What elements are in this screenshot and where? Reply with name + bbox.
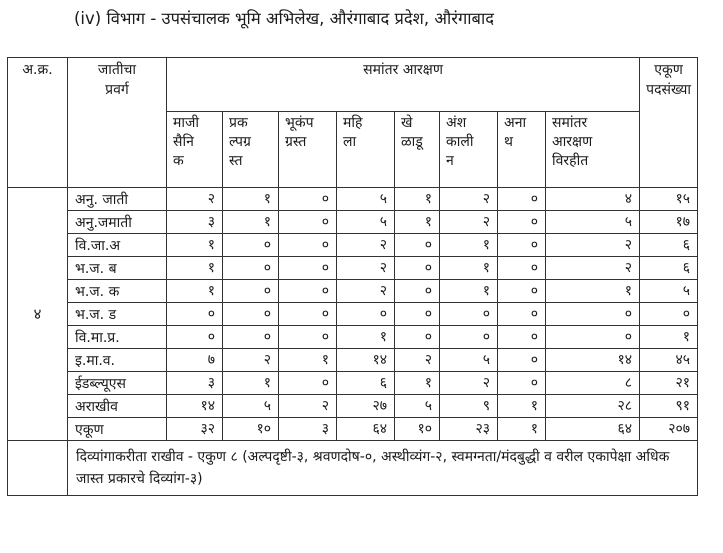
value-cell: ९ <box>440 395 498 418</box>
value-cell: २ <box>337 234 395 257</box>
category-cell: भ.ज. ड <box>68 303 167 326</box>
value-cell: २ <box>167 188 223 211</box>
value-cell: २७ <box>337 395 395 418</box>
header-sr-label: अ.क्र. <box>22 62 53 78</box>
value-cell: २ <box>223 349 279 372</box>
category-cell: इ.मा.व. <box>68 349 167 372</box>
value-cell: १ <box>440 257 498 280</box>
value-cell: ३ <box>279 418 337 441</box>
subheader-line: न <box>446 153 454 169</box>
table-row <box>8 257 698 280</box>
value-cell: ५ <box>640 280 698 303</box>
value-cell: २ <box>440 372 498 395</box>
table-row <box>8 211 698 234</box>
value-cell: १ <box>440 280 498 303</box>
table-row <box>8 188 698 211</box>
value-cell: ० <box>498 211 546 234</box>
value-cell: ० <box>279 211 337 234</box>
value-cell: ० <box>223 257 279 280</box>
value-cell: ६ <box>640 234 698 257</box>
header-category-line1: जातीचा <box>97 62 137 78</box>
table-row <box>8 418 698 441</box>
value-cell: ० <box>279 257 337 280</box>
subheader-line: ग्रस्त <box>285 134 307 150</box>
value-cell: २ <box>440 188 498 211</box>
value-cell: ० <box>279 372 337 395</box>
value-cell: ० <box>498 326 546 349</box>
value-cell: ० <box>395 280 440 303</box>
serial-number: ४ <box>8 188 68 441</box>
subheader-line: माजी <box>173 115 200 131</box>
subheader-line: महि <box>343 115 363 131</box>
value-cell: ५ <box>337 211 395 234</box>
subheader-cell <box>440 112 498 188</box>
table-row <box>8 234 698 257</box>
value-cell: ६४ <box>546 418 640 441</box>
value-cell: ० <box>395 234 440 257</box>
value-cell: ४५ <box>640 349 698 372</box>
value-cell: १ <box>223 372 279 395</box>
subheader-line: प्रक <box>229 115 248 131</box>
value-cell: १५ <box>640 188 698 211</box>
value-cell: ० <box>395 303 440 326</box>
subheader-line <box>285 152 330 171</box>
value-cell: २ <box>546 234 640 257</box>
value-cell: ३२ <box>167 418 223 441</box>
value-cell: २ <box>279 395 337 418</box>
value-cell: २ <box>395 349 440 372</box>
value-cell: ० <box>337 303 395 326</box>
value-cell: २०७ <box>640 418 698 441</box>
value-cell: ० <box>546 326 640 349</box>
header-total-line2: पदसंख्या <box>646 82 691 98</box>
value-cell: १ <box>279 349 337 372</box>
header-total <box>640 58 698 188</box>
value-cell: ५ <box>395 395 440 418</box>
value-cell: ८ <box>546 372 640 395</box>
subheader-cell <box>395 112 440 188</box>
value-cell: ६ <box>640 257 698 280</box>
value-cell: १ <box>498 395 546 418</box>
value-cell: ५ <box>223 395 279 418</box>
header-category-line2: प्रवर्ग <box>105 82 129 98</box>
value-cell: ० <box>498 349 546 372</box>
value-cell: १ <box>167 234 223 257</box>
value-cell: ९१ <box>640 395 698 418</box>
subheader-line: विरहीत <box>552 153 589 169</box>
value-cell: ० <box>498 303 546 326</box>
category-cell: वि.जा.अ <box>68 234 167 257</box>
value-cell: ० <box>546 303 640 326</box>
value-cell: २ <box>337 257 395 280</box>
value-cell: २३ <box>440 418 498 441</box>
value-cell: १ <box>395 211 440 234</box>
value-cell: ० <box>440 326 498 349</box>
value-cell: १ <box>440 234 498 257</box>
category-cell: अनु. जाती <box>68 188 167 211</box>
value-cell: ० <box>498 280 546 303</box>
value-cell: ० <box>640 303 698 326</box>
value-cell: २ <box>440 211 498 234</box>
subheader-line: आरक्षण <box>552 134 593 150</box>
value-cell: ० <box>498 234 546 257</box>
value-cell: ० <box>498 188 546 211</box>
value-cell: ० <box>279 303 337 326</box>
value-cell: ० <box>223 234 279 257</box>
category-cell: ईडब्ल्यूएस <box>68 372 167 395</box>
value-cell: २ <box>546 257 640 280</box>
subheader-line: स्त <box>229 153 243 169</box>
subheader-line: काली <box>446 134 474 150</box>
subheader-line: ल्पग्र <box>229 134 251 150</box>
section-heading: (iv) विभाग - उपसंचालक भूमि अभिलेख, औरंगाबाद प्रदेश, औरंगाबाद <box>74 9 494 28</box>
value-cell: ५ <box>337 188 395 211</box>
subheader-line <box>504 152 539 171</box>
value-cell: ० <box>395 257 440 280</box>
category-cell: एकूण <box>68 418 167 441</box>
subheader-cell <box>498 112 546 188</box>
table-row <box>8 372 698 395</box>
table-row <box>8 303 698 326</box>
subheader-line: ला <box>343 134 357 150</box>
header-sr <box>8 58 68 188</box>
table-row <box>8 280 698 303</box>
subheader-line: अना <box>504 115 527 131</box>
subheader-line: खे <box>401 115 413 131</box>
footnote-spacer <box>8 441 68 496</box>
value-cell: ० <box>440 303 498 326</box>
category-cell: अनु.जमाती <box>68 211 167 234</box>
value-cell: ० <box>395 326 440 349</box>
value-cell: १ <box>167 257 223 280</box>
value-cell: २ <box>337 280 395 303</box>
value-cell: १ <box>395 188 440 211</box>
subheader-cell <box>337 112 395 188</box>
value-cell: ० <box>498 257 546 280</box>
value-cell: ० <box>279 326 337 349</box>
value-cell: ० <box>223 326 279 349</box>
value-cell: १४ <box>337 349 395 372</box>
value-cell: ५ <box>440 349 498 372</box>
table-row <box>8 349 698 372</box>
footnote: दिव्यांगाकरीता राखीव - एकुण ८ (अल्पदृष्टी-३, श्रवणदोष-०, अस्थीव्यंग-२, स्वमग्नता/मंदबुद्धी व वरील एकापेक्षा अधिक जास्त प्रकारचे दिव्यांग-३) <box>68 441 698 496</box>
subheader-line <box>343 152 388 171</box>
value-cell: १४ <box>546 349 640 372</box>
subheader-cell <box>546 112 640 188</box>
value-cell: ० <box>279 234 337 257</box>
value-cell: ३ <box>167 372 223 395</box>
value-cell: ६ <box>337 372 395 395</box>
subheader-line: अंश <box>446 115 467 131</box>
value-cell: २८ <box>546 395 640 418</box>
subheader-line: सैनि <box>173 134 194 150</box>
header-category <box>68 58 167 188</box>
value-cell: १ <box>223 188 279 211</box>
value-cell: ० <box>279 188 337 211</box>
reservation-table <box>7 57 698 496</box>
value-cell: १० <box>395 418 440 441</box>
value-cell: ० <box>223 280 279 303</box>
category-cell: भ.ज. क <box>68 280 167 303</box>
category-cell: भ.ज. ब <box>68 257 167 280</box>
value-cell: ६४ <box>337 418 395 441</box>
value-cell: १ <box>546 280 640 303</box>
subheader-line <box>401 152 433 171</box>
header-total-line1: एकूण <box>654 62 683 78</box>
value-cell: ० <box>167 326 223 349</box>
table-row <box>8 326 698 349</box>
value-cell: १० <box>223 418 279 441</box>
subheader-cell <box>279 112 337 188</box>
value-cell: १ <box>498 418 546 441</box>
header-parallel-reservation <box>167 58 640 112</box>
value-cell: ० <box>279 280 337 303</box>
value-cell: ० <box>167 303 223 326</box>
category-cell: अराखीव <box>68 395 167 418</box>
value-cell: १७ <box>640 211 698 234</box>
value-cell: ० <box>223 303 279 326</box>
value-cell: ० <box>498 372 546 395</box>
subheader-line: समांतर <box>552 115 588 131</box>
subheader-line: भूकंप <box>285 115 314 131</box>
value-cell: ७ <box>167 349 223 372</box>
value-cell: ३ <box>167 211 223 234</box>
value-cell: १ <box>395 372 440 395</box>
subheader-line: क <box>173 153 184 169</box>
value-cell: २१ <box>640 372 698 395</box>
subheader-cell <box>223 112 279 188</box>
subheader-line: थ <box>504 134 513 150</box>
value-cell: १ <box>337 326 395 349</box>
value-cell: १ <box>640 326 698 349</box>
subheader-line: ळाडू <box>401 134 423 150</box>
value-cell: ४ <box>546 188 640 211</box>
subheader-cell <box>167 112 223 188</box>
header-parallel-label: समांतर आरक्षण <box>363 62 443 78</box>
value-cell: ५ <box>546 211 640 234</box>
table-row <box>8 395 698 418</box>
value-cell: १ <box>223 211 279 234</box>
category-cell: वि.मा.प्र. <box>68 326 167 349</box>
value-cell: १४ <box>167 395 223 418</box>
value-cell: १ <box>167 280 223 303</box>
